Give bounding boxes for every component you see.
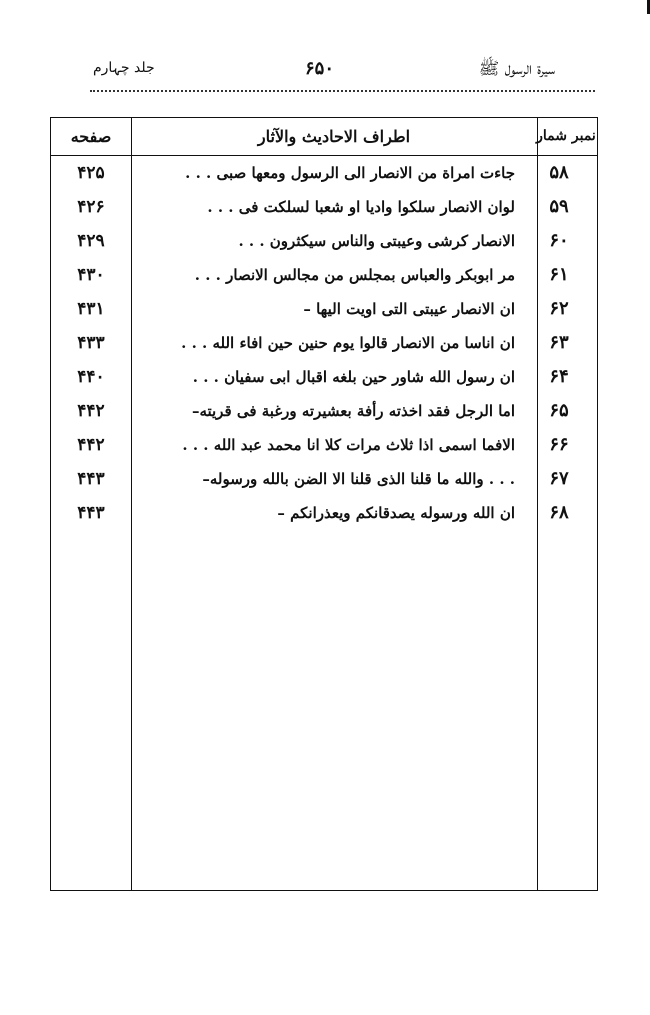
row-number: ۶۵ <box>549 400 569 421</box>
table-row <box>51 190 599 224</box>
row-hadith-text: جاءت امراة من الانصار الى الرسول ومعها صبى . . . <box>185 164 515 182</box>
table-row <box>51 462 599 496</box>
row-hadith-text: الافما اسمى اذا ثلاث مرات كلا انا محمد عبد الله . . . <box>182 436 515 454</box>
row-number: ۶۸ <box>549 502 569 523</box>
row-hadith-text: اما الرجل فقد اخذته رأفة بعشيرته ورغبة فى قريته– <box>191 402 515 420</box>
table-row <box>51 326 599 360</box>
header-divider <box>90 84 595 92</box>
table-row <box>51 258 599 292</box>
row-page-number: ۴۳۳ <box>77 333 105 353</box>
table-row <box>51 292 599 326</box>
column-header-number: نمبر شمار <box>536 128 596 144</box>
table-row <box>51 496 599 530</box>
row-hadith-text: مر ابوبكر والعباس بمجلس من مجالس الانصار . . . <box>194 266 515 284</box>
row-page-number: ۴۴۲ <box>77 435 105 455</box>
row-page-number: ۴۲۵ <box>77 163 105 183</box>
row-number: ۶۰ <box>549 230 569 251</box>
row-hadith-text: ان اناسا من الانصار قالوا يوم حنين حين افاء الله . . . <box>181 334 515 352</box>
row-page-number: ۴۴۲ <box>77 401 105 421</box>
row-hadith-text: الانصار كرشى وعيبتى والناس سيكثرون . . . <box>238 232 515 250</box>
table-row <box>51 360 599 394</box>
row-page-number: ۴۲۹ <box>77 231 105 251</box>
table-row <box>51 156 599 190</box>
row-number: ۶۷ <box>549 468 569 489</box>
column-header-text: اطراف الاحادیث والآثار <box>257 127 411 146</box>
table-row <box>51 428 599 462</box>
page-number: ۶۵۰ <box>305 58 335 79</box>
row-page-number: ۴۳۰ <box>77 265 105 285</box>
row-number: ۶۴ <box>549 366 569 387</box>
row-page-number: ۴۴۳ <box>77 469 105 489</box>
row-hadith-text: ان الله ورسوله يصدقانكم ويعذرانكم – <box>277 504 515 522</box>
row-page-number: ۴۲۶ <box>77 197 105 217</box>
row-hadith-text: ان الانصار عيبتى التى اويت اليها – <box>303 300 515 318</box>
row-number: ۶۲ <box>549 298 569 319</box>
column-header-page: صفحه <box>70 127 112 146</box>
row-number: ۵۸ <box>549 162 569 183</box>
row-number: ۶۳ <box>549 332 569 353</box>
row-number: ۵۹ <box>549 196 569 217</box>
row-page-number: ۴۳۱ <box>77 299 105 319</box>
row-hadith-text: . . . والله ما قلنا الذى قلنا الا الضن بالله ورسوله– <box>202 470 515 488</box>
hadith-index-table <box>50 117 598 891</box>
table-row <box>51 394 599 428</box>
row-hadith-text: لوان الانصار سلكوا واديا او شعبا لسلكت فى . . . <box>207 198 515 216</box>
row-number: ۶۶ <box>549 434 569 455</box>
row-hadith-text: ان رسول الله شاور حين بلغه اقبال ابى سفيان . . . <box>192 368 515 386</box>
table-row <box>51 224 599 258</box>
row-page-number: ۴۴۰ <box>77 367 105 387</box>
book-title: سیرۃ الرسول ﷺ <box>478 59 555 79</box>
row-page-number: ۴۴۳ <box>77 503 105 523</box>
volume-label: جلد چہارم <box>93 60 155 76</box>
row-number: ۶۱ <box>549 264 569 285</box>
